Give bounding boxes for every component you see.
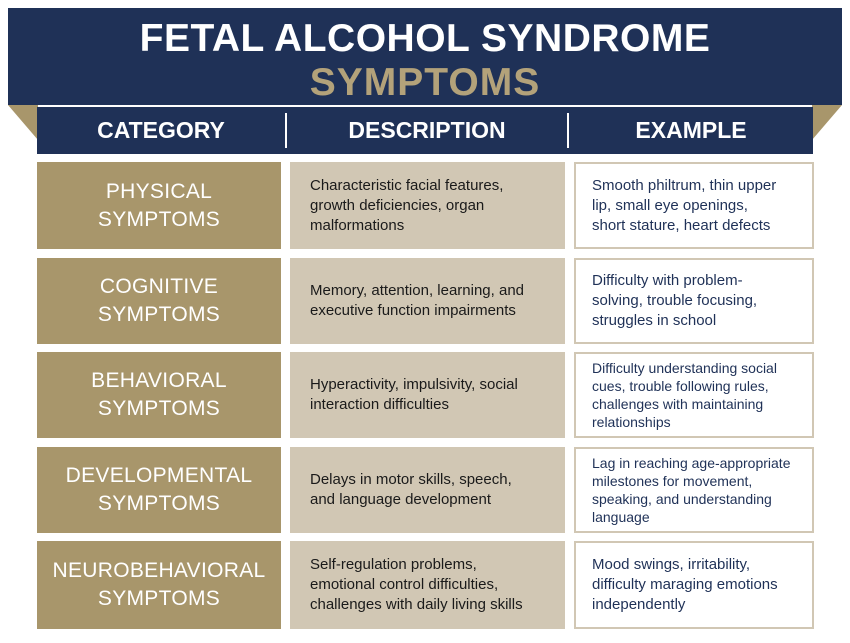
table-row-category	[37, 352, 281, 438]
banner-fold-left	[8, 105, 38, 140]
table-row-description	[290, 447, 565, 533]
header-description: DESCRIPTION	[348, 117, 506, 143]
category-label: BEHAVIORAL SYMPTOMS	[91, 369, 227, 420]
table-row-description	[290, 162, 565, 249]
table-row-example	[574, 541, 814, 629]
description-text: Self-regulation problems, emotional control difficulties, challenges with daily living skills	[310, 556, 523, 613]
description-text: Memory, attention, learning, and executive function impairments	[310, 282, 525, 319]
table-row-category	[37, 162, 281, 249]
example-text: Difficulty understanding social cues, trouble following rules, challenges with maintaining relationships	[592, 360, 777, 430]
table-row-example	[574, 447, 814, 533]
page-subtitle: SYMPTOMS	[309, 61, 541, 104]
table-row-description	[290, 352, 565, 438]
category-label: PHYSICAL SYMPTOMS	[97, 179, 221, 231]
header-example: EXAMPLE	[635, 117, 747, 143]
title-banner	[8, 8, 842, 105]
example-text: Difficulty with problem- solving, trouble focusing, struggles in school	[592, 272, 758, 329]
table-header	[37, 107, 813, 154]
description-text: Characteristic facial features, growth deficiencies, organ malformations	[310, 176, 504, 234]
banner-fold-right	[812, 105, 842, 140]
table-row-category	[37, 541, 281, 629]
table-row-description	[290, 258, 565, 344]
example-text: Smooth philtrum, thin upper lip, small eye openings, short stature, heart defects	[592, 176, 777, 234]
table-row-category	[37, 447, 281, 533]
table-row-example	[574, 352, 814, 438]
table-row-description	[290, 541, 565, 629]
example-text: Lag in reaching age-appropriate milestones for movement, speaking, and understanding language	[592, 455, 791, 525]
category-label: NEUROBEHAVIORAL SYMPTOMS	[52, 559, 266, 610]
description-text: Delays in motor skills, speech, and language development	[310, 471, 512, 508]
table-row-example	[574, 258, 814, 344]
category-label: DEVELOPMENTAL SYMPTOMS	[65, 464, 253, 515]
header-category: CATEGORY	[97, 117, 225, 143]
description-text: Hyperactivity, impulsivity, social interaction difficulties	[310, 376, 518, 413]
table-row-category	[37, 258, 281, 344]
table-row-example	[574, 162, 814, 249]
example-text: Mood swings, irritability, difficulty maraging emotions independently	[592, 556, 778, 613]
page-title: FETAL ALCOHOL SYNDROME	[139, 17, 711, 60]
category-label: COGNITIVE SYMPTOMS	[97, 275, 221, 326]
